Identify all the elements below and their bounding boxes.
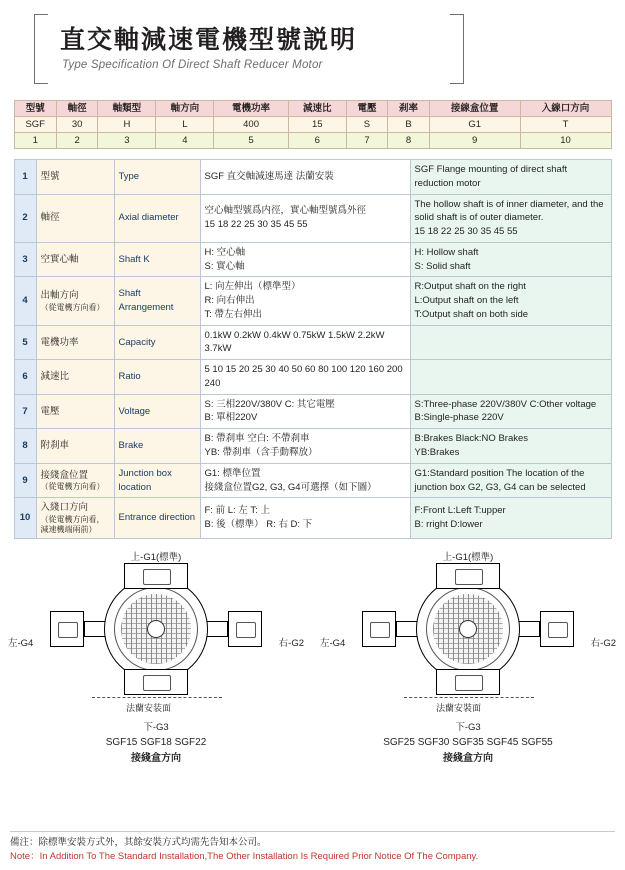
row-number: 8 (14, 429, 36, 464)
detail-line: S: Solid shaft (414, 260, 471, 272)
table-row (14, 498, 611, 539)
code-header-cell: 軸類型 (98, 101, 156, 117)
code-number-cell: 9 (429, 133, 520, 149)
junction-box-g4 (362, 611, 396, 647)
code-number-cell: 8 (388, 133, 430, 149)
row-number: 9 (14, 463, 36, 498)
code-header-cell: 電壓 (346, 101, 388, 117)
row-label-en: Voltage (114, 394, 200, 429)
code-header-cell: 接線盒位置 (429, 101, 520, 117)
row-detail-cn: 5 10 15 20 25 30 40 50 60 80 100 120 160 200 240 (200, 360, 410, 395)
code-value-cell: 400 (214, 117, 288, 133)
flange-reference-line (404, 697, 534, 698)
code-header-cell: 入線口方向 (520, 101, 611, 117)
junction-label-top: 上-G1(標準) (130, 552, 182, 564)
code-table (14, 100, 612, 149)
motor-body-icon (104, 577, 208, 681)
detail-line: B:Single-phase 220V (414, 412, 504, 424)
code-number-cell: 3 (98, 133, 156, 149)
row-detail-cn (200, 498, 410, 539)
diagram-caption-title: 接綫盒方向 (443, 753, 493, 765)
detail-line: H: Hollow shaft (414, 246, 479, 258)
code-table-value-row (14, 117, 611, 133)
junction-box-g1 (436, 563, 500, 589)
bracket-left-decoration (34, 14, 48, 84)
junction-stem-right (518, 621, 540, 637)
table-row (14, 360, 611, 395)
junction-stem-left (396, 621, 418, 637)
junction-box-inner (548, 622, 568, 638)
table-row (14, 194, 611, 242)
row-detail-en (410, 277, 611, 325)
junction-box-g3 (436, 669, 500, 695)
junction-box-inner (455, 675, 483, 691)
detail-line: F: 前 L: 左 T: 上 (204, 505, 270, 517)
row-label-cn (36, 498, 114, 539)
junction-box-inner (58, 622, 78, 638)
detail-line: B: 後（標準） R: 右 D: 下 (204, 519, 313, 531)
code-header-cell: 刹率 (388, 101, 430, 117)
row-detail-en (410, 463, 611, 498)
code-value-cell: G1 (429, 117, 520, 133)
row-number: 5 (14, 325, 36, 360)
code-number-cell: 2 (56, 133, 98, 149)
row-detail-cn (200, 429, 410, 464)
row-label-cn: 空實心軸 (36, 242, 114, 277)
row-label-en: Entrance direction (114, 498, 200, 539)
detail-line: H: 空心軸 (204, 246, 246, 258)
row-detail-en (410, 429, 611, 464)
row-label-cn: 軸徑 (36, 194, 114, 242)
row-number: 3 (14, 242, 36, 277)
motor-hub (147, 620, 165, 638)
row-detail-en (410, 325, 611, 360)
footer-note-en: Note：In Addition To The Standard Installation,The Other Installation Is Required Prior Notice Of The Company. (10, 850, 479, 862)
motor-hub (459, 620, 477, 638)
detail-line: T:Output shaft on both side (414, 308, 529, 320)
code-header-cell: 減速比 (288, 101, 346, 117)
detail-line: L: 向左伸出（標準型） (204, 281, 301, 293)
code-number-cell: 10 (520, 133, 611, 149)
detail-line: R: 向右伸出 (204, 295, 255, 307)
table-row (14, 277, 611, 325)
row-label-cn: 電壓 (36, 394, 114, 429)
detail-line: G1: 標準位置 (204, 467, 261, 479)
junction-box-g4 (50, 611, 84, 647)
code-value-cell: S (346, 117, 388, 133)
table-row (14, 463, 611, 498)
row-detail-cn (200, 394, 410, 429)
detail-line: YB: 帶刹車（含手動釋放） (204, 447, 318, 459)
junction-box-g1 (124, 563, 188, 589)
code-number-cell: 7 (346, 133, 388, 149)
row-label-en: Ratio (114, 360, 200, 395)
code-header-cell: 電機功率 (214, 101, 288, 117)
row-label-cn: 減速比 (36, 360, 114, 395)
row-number: 4 (14, 277, 36, 325)
row-label-en: Shaft Arrangement (114, 277, 200, 325)
row-number: 7 (14, 394, 36, 429)
junction-box-g3 (124, 669, 188, 695)
table-row (14, 429, 611, 464)
detail-line: 15 18 22 25 30 35 45 55 (204, 219, 308, 231)
row-label-en: Axial diameter (114, 194, 200, 242)
bracket-right-decoration (450, 14, 464, 84)
row-number: 1 (14, 160, 36, 195)
row-label-en: Junction box location (114, 463, 200, 498)
page-root (0, 14, 625, 870)
junction-label-bottom: 下-G3 (143, 722, 169, 734)
footer-note-cn: 備注：除標準安裝方式外，其餘安裝方式均需先告知本公司。 (10, 836, 267, 848)
motor-body-icon (416, 577, 520, 681)
row-label-cn: 附刹車 (36, 429, 114, 464)
row-detail-en (410, 498, 611, 539)
code-value-cell: 15 (288, 117, 346, 133)
row-label-en: Capacity (114, 325, 200, 360)
row-label-cn (36, 463, 114, 498)
row-detail-en: SGF Flange mounting of direct shaft reduction motor (410, 160, 611, 195)
code-number-cell: 6 (288, 133, 346, 149)
row-detail-cn: SGF 直交軸減速馬達 法蘭安裝 (200, 160, 410, 195)
junction-box-inner (236, 622, 256, 638)
label-main: 接綫盒位置 (40, 469, 89, 481)
code-header-cell: 型號 (14, 101, 56, 117)
row-detail-cn: 0.1kW 0.2kW 0.4kW 0.75kW 1.5kW 2.2kW 3.7kW (200, 325, 410, 360)
junction-box-inner (143, 675, 171, 691)
diagram-caption-models: SGF25 SGF30 SGF35 SGF45 SGF55 (383, 737, 553, 749)
code-value-cell: 30 (56, 117, 98, 133)
row-detail-cn (200, 277, 410, 325)
diagram-caption-title: 接綫盒方向 (131, 753, 181, 765)
code-value-cell: H (98, 117, 156, 133)
code-header-cell: 軸方向 (156, 101, 214, 117)
junction-box-inner (455, 569, 483, 585)
title-block (34, 14, 464, 84)
junction-box-inner (143, 569, 171, 585)
detail-line: YB:Brakes (414, 447, 460, 459)
code-number-cell: 4 (156, 133, 214, 149)
code-value-cell: T (520, 117, 611, 133)
detail-line: G1:Standard position The location of the (414, 467, 585, 479)
diagram-small-frames (6, 549, 306, 789)
detail-line: 接綫盒位置G2, G3, G4可選擇（如下圖） (204, 481, 377, 493)
detail-line: L:Output shaft on the left (414, 295, 519, 307)
detail-line: B: 單相220V (204, 412, 258, 424)
junction-label-top: 上-G1(標準) (442, 552, 494, 564)
specification-table (14, 159, 612, 539)
row-detail-cn (200, 194, 410, 242)
code-header-cell: 軸徑 (56, 101, 98, 117)
detail-line: T: 帶左右伸出 (204, 308, 263, 320)
code-number-cell: 1 (14, 133, 56, 149)
table-row (14, 160, 611, 195)
row-label-cn: 型號 (36, 160, 114, 195)
code-value-cell: L (156, 117, 214, 133)
label-sub: （從電機方向看） (40, 482, 105, 492)
code-table-number-row (14, 133, 611, 149)
code-table-header-row (14, 101, 611, 117)
label-sub: （從電機方向看，減速機端兩前） (40, 515, 105, 535)
detail-line: S: 實心軸 (204, 260, 245, 272)
detail-line: junction box G2, G3, G4 can be selected (414, 481, 586, 493)
junction-box-g2 (540, 611, 574, 647)
label-sub: （從電機方向看） (40, 302, 105, 312)
row-detail-en (410, 360, 611, 395)
row-label-cn (36, 277, 114, 325)
detail-line: S: 三相220V/380V C: 其它電壓 (204, 398, 335, 410)
label-main: 出軸方向 (40, 290, 79, 302)
row-detail-cn (200, 463, 410, 498)
row-label-cn: 電機功率 (36, 325, 114, 360)
junction-label-left: 左-G4 (8, 638, 34, 650)
detail-line: F:Front L:Left T:upper (414, 505, 506, 517)
detail-line: S:Three-phase 220V/380V C:Other voltage (414, 398, 597, 410)
row-detail-cn (200, 242, 410, 277)
flange-label: 法蘭安裝面 (436, 703, 482, 714)
row-label-en: Shaft K (114, 242, 200, 277)
flange-label: 法蘭安装面 (126, 703, 172, 714)
row-detail-en (410, 194, 611, 242)
table-row (14, 394, 611, 429)
row-detail-en (410, 242, 611, 277)
junction-stem-right (206, 621, 228, 637)
detail-line: The hollow shaft is of inner diameter, and the solid shaft is of outer diameter. (414, 198, 604, 224)
code-value-cell: B (388, 117, 430, 133)
code-value-cell: SGF (14, 117, 56, 133)
junction-label-left: 左-G4 (320, 638, 346, 650)
row-number: 6 (14, 360, 36, 395)
diagram-caption-models: SGF15 SGF18 SGF22 (105, 737, 207, 749)
detail-line: B: rright D:lower (414, 519, 483, 531)
junction-label-bottom: 下-G3 (455, 722, 481, 734)
page-title-cn: 直交軸減速電機型號説明 (60, 26, 358, 54)
flange-reference-line (92, 697, 222, 698)
row-label-en: Brake (114, 429, 200, 464)
junction-box-inner (370, 622, 390, 638)
detail-line: 15 18 22 25 30 35 45 55 (414, 226, 518, 238)
diagram-section (0, 549, 625, 789)
detail-line: B:Brakes Black:NO Brakes (414, 433, 529, 445)
code-number-cell: 5 (214, 133, 288, 149)
footer-note (10, 831, 615, 865)
row-number: 2 (14, 194, 36, 242)
junction-label-right: 右-G2 (278, 638, 304, 650)
junction-box-g2 (228, 611, 262, 647)
row-number: 10 (14, 498, 36, 539)
table-row (14, 325, 611, 360)
row-label-en: Type (114, 160, 200, 195)
row-detail-en (410, 394, 611, 429)
detail-line: 空心軸型號爲内徑，實心軸型號爲外徑 (204, 205, 367, 217)
junction-label-right: 右-G2 (590, 638, 616, 650)
detail-line: B: 帶刹車 空白: 不帶刹車 (204, 433, 310, 445)
diagram-large-frames (318, 549, 618, 789)
page-title-en: Type Specification Of Direct Shaft Reducer Motor (62, 59, 323, 71)
junction-stem-left (84, 621, 106, 637)
table-row (14, 242, 611, 277)
label-main: 入綫口方向 (40, 502, 89, 514)
detail-line: R:Output shaft on the right (414, 281, 526, 293)
